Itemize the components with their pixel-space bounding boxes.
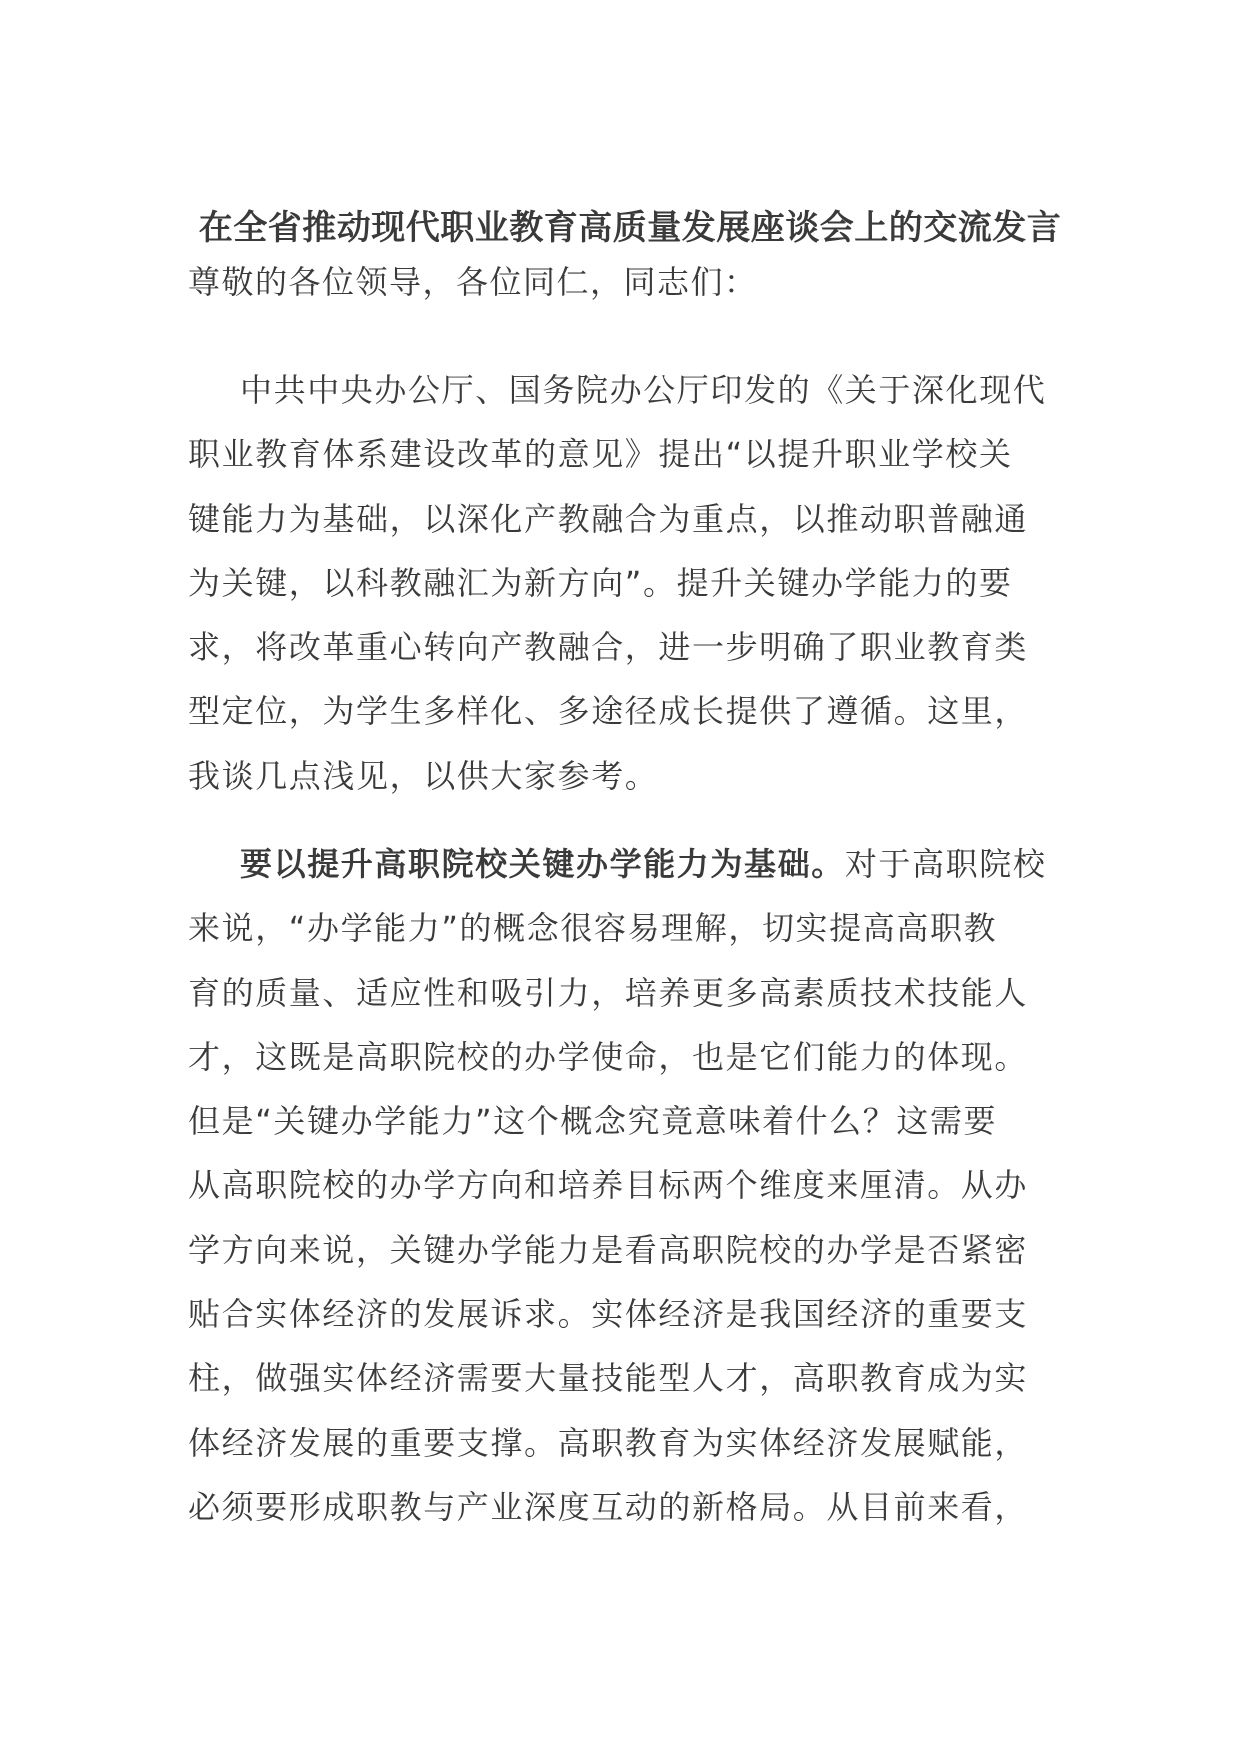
paragraph-1 xyxy=(188,358,1056,808)
paragraph-heading: 要以提升高职院校关键办学能力为基础。 xyxy=(240,845,845,883)
paragraph-line: 为关键，以科教融汇为新方向”。提升关键办学能力的要 xyxy=(188,563,1013,602)
paragraph-line: 型定位，为学生多样化、多途径成长提供了遵循。这里， xyxy=(188,692,1029,731)
paragraph-line: 来说，“办学能力”的概念很容易理解，切实提高高职教 xyxy=(188,909,998,948)
paragraph-line: 键能力为基础，以深化产教融合为重点，以推动职普融通 xyxy=(188,499,1029,538)
paragraph-line: 柱，做强实体经济需要大量技能型人才，高职教育成为实 xyxy=(188,1359,1029,1398)
paragraph-line: 学方向来说，关键办学能力是看高职院校的办学是否紧密 xyxy=(188,1230,1029,1269)
paragraph-line: 职业教育体系建设改革的意见》提出“以提升职业学校关 xyxy=(188,435,1013,474)
paragraph-line: 但是“关键办学能力”这个概念究竟意味着什么？这需要 xyxy=(188,1102,998,1141)
paragraph-line: 中共中央办公厅、国务院办公厅印发的《关于深化现代 xyxy=(240,371,1047,409)
paragraph-line: 求，将改革重心转向产教融合，进一步明确了职业教育类 xyxy=(188,628,1029,667)
paragraph-line: 才，这既是高职院校的办学使命，也是它们能力的体现。 xyxy=(188,1037,1029,1076)
paragraph-first-line xyxy=(188,832,1056,896)
paragraph-line: 从高职院校的办学方向和培养目标两个维度来厘清。从办 xyxy=(188,1166,1029,1205)
paragraph-line: 体经济发展的重要支撑。高职教育为实体经济发展赋能， xyxy=(188,1423,1029,1462)
document-title: 在全省推动现代职业教育高质量发展座谈会上的交流发言 xyxy=(198,208,1062,248)
paragraph-line: 育的质量、适应性和吸引力，培养更多高素质技术技能人 xyxy=(188,973,1029,1012)
salutation: 尊敬的各位领导，各位同仁，同志们： xyxy=(188,263,758,301)
paragraph-line: 贴合实体经济的发展诉求。实体经济是我国经济的重要支 xyxy=(188,1295,1029,1334)
paragraph-2 xyxy=(188,832,1056,1539)
paragraph-line: 我谈几点浅见，以供大家参考。 xyxy=(188,756,659,795)
paragraph-line: 必须要形成职教与产业深度互动的新格局。从目前来看， xyxy=(188,1487,1029,1526)
paragraph-line-rest: 对于高职院校 xyxy=(844,845,1047,883)
